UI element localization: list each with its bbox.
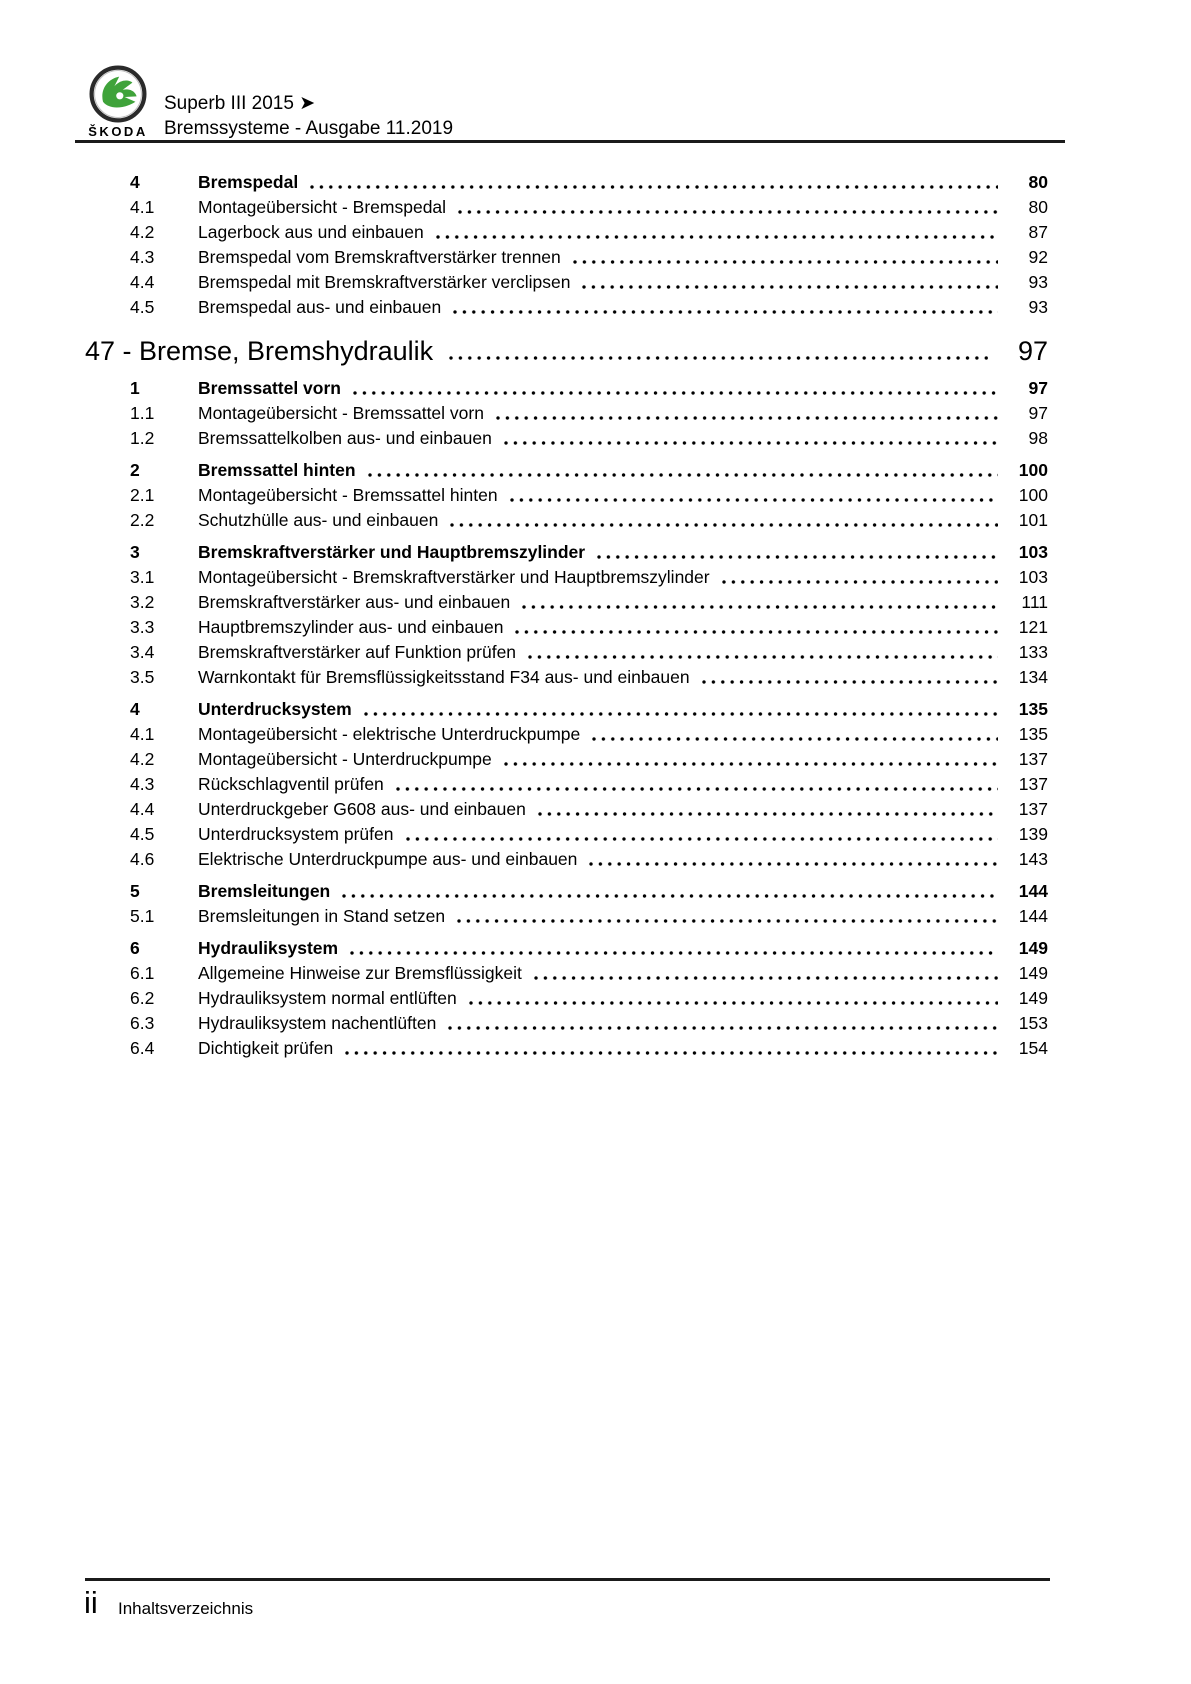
toc-entry-page: 149	[1018, 963, 1048, 983]
toc-row[interactable]	[85, 245, 1048, 270]
toc-entry-page: 93	[1028, 272, 1048, 292]
dot-leader	[582, 270, 998, 295]
toc-entry-page: 135	[1018, 724, 1048, 744]
toc-entry-page: 121	[1018, 617, 1048, 637]
toc-entry-number: 5.1	[130, 906, 155, 926]
toc-entry-number: 4.4	[130, 799, 155, 819]
dot-leader	[406, 822, 999, 847]
toc-entry-page: 98	[1028, 428, 1048, 448]
toc-entry-number: 3.2	[130, 592, 155, 612]
toc-entry-number: 2	[130, 460, 140, 480]
toc-entry-number: 5	[130, 881, 140, 901]
dot-leader	[342, 879, 998, 904]
dot-leader	[528, 640, 998, 665]
toc-entry-number: 4.2	[130, 749, 155, 769]
dot-leader	[364, 697, 998, 722]
toc-row[interactable]	[85, 508, 1048, 533]
toc-entry-page: 101	[1018, 510, 1048, 530]
toc-entry-number: 4.1	[130, 197, 155, 217]
toc-entry-title: Unterdrucksystem prüfen	[198, 824, 394, 844]
toc-entry-title: Hydrauliksystem normal entlüften	[198, 988, 457, 1008]
toc-entry-title: Montageübersicht - Bremssattel vorn	[198, 403, 484, 423]
toc-entry-title: Elektrische Unterdruckpumpe aus- und einbauen	[198, 849, 578, 869]
toc-row[interactable]	[85, 847, 1048, 872]
toc-entry-title: Bremskraftverstärker und Hauptbremszylinder	[198, 542, 586, 562]
toc-entry-title: Rückschlagventil prüfen	[198, 774, 384, 794]
toc-entry-number: 3	[130, 542, 140, 562]
toc-entry-title: Bremssattelkolben aus- und einbauen	[198, 428, 492, 448]
toc-entry-page: 97	[1028, 378, 1048, 398]
dot-leader	[538, 797, 998, 822]
toc-entry-number: 3.1	[130, 567, 155, 587]
toc-row[interactable]	[85, 426, 1048, 451]
toc-entry-page: 134	[1018, 667, 1048, 687]
dot-leader	[702, 665, 998, 690]
toc-entry-title: Montageübersicht - Bremssattel hinten	[198, 485, 498, 505]
toc-entry-page: 143	[1018, 849, 1048, 869]
toc-row[interactable]	[85, 1011, 1048, 1036]
toc-entry-page: 103	[1018, 567, 1048, 587]
toc-entry-title: Bremspedal aus- und einbauen	[198, 297, 442, 317]
toc-entry-page: 103	[1018, 542, 1048, 562]
dot-leader	[436, 220, 998, 245]
toc-row[interactable]	[85, 590, 1048, 615]
document-title-edition: Bremssysteme - Ausgabe 11.2019	[164, 118, 454, 139]
toc-entry-number: 2.2	[130, 510, 155, 530]
toc-row[interactable]	[85, 822, 1048, 847]
toc-row[interactable]	[85, 270, 1048, 295]
dot-leader	[573, 245, 998, 270]
toc-entry-page: 153	[1018, 1013, 1048, 1033]
toc-row[interactable]	[85, 540, 1048, 565]
dot-leader	[368, 458, 998, 483]
dot-leader	[450, 508, 998, 533]
toc-entry-number: 4.4	[130, 272, 155, 292]
dot-leader	[458, 195, 998, 220]
brand-wordmark: ŠKODA	[88, 124, 148, 139]
toc-entry-page: 149	[1018, 988, 1048, 1008]
toc-entry-title: Montageübersicht - Bremskraftverstärker und Hauptbremszylinder	[198, 567, 710, 587]
toc-entry-page: 133	[1018, 642, 1048, 662]
toc-entry-number: 6.2	[130, 988, 155, 1008]
toc-entry-number: 2.1	[130, 485, 155, 505]
document-title-model: Superb III 2015 ➤	[164, 93, 316, 114]
toc-entry-number: 4.5	[130, 824, 155, 844]
skoda-logo	[88, 64, 148, 124]
dot-leader	[345, 1036, 998, 1061]
toc-entry-page: 111	[1021, 592, 1048, 612]
dot-leader	[592, 722, 998, 747]
toc-entry-number: 4	[130, 699, 140, 719]
dot-leader	[589, 847, 998, 872]
dot-leader	[353, 376, 998, 401]
toc-row[interactable]	[85, 904, 1048, 929]
toc-entry-title: Bremssattel hinten	[198, 460, 356, 480]
toc-entry-number: 4.3	[130, 247, 155, 267]
toc-entry-number: 6	[130, 938, 140, 958]
toc-entry-title: Montageübersicht - Unterdruckpumpe	[198, 749, 492, 769]
toc-entry-title: Hydrauliksystem	[198, 938, 339, 958]
toc-row[interactable]	[85, 797, 1048, 822]
toc-row[interactable]	[85, 565, 1048, 590]
toc-entry-title: Bremskraftverstärker auf Funktion prüfen	[198, 642, 517, 662]
toc-row[interactable]	[85, 1036, 1048, 1061]
toc-entry-title: Lagerbock aus und einbauen	[198, 222, 424, 242]
dot-leader	[510, 483, 998, 508]
toc-list	[85, 163, 1048, 1061]
footer-divider	[85, 1578, 1050, 1581]
dot-leader	[515, 615, 998, 640]
toc-entry-title: Schutzhülle aus- und einbauen	[198, 510, 439, 530]
toc-chapter-page: 97	[1017, 336, 1048, 366]
toc-entry-page: 93	[1028, 297, 1048, 317]
toc-entry-page: 149	[1018, 938, 1048, 958]
toc-row[interactable]	[85, 195, 1048, 220]
toc-entry-page: 144	[1018, 881, 1048, 901]
toc-row[interactable]	[85, 747, 1048, 772]
toc-entry-number: 4	[130, 172, 140, 192]
toc-entry-title: Bremspedal mit Bremskraftverstärker verclipsen	[198, 272, 571, 292]
toc-row[interactable]	[85, 879, 1048, 904]
footer-page-number: ii	[84, 1585, 98, 1620]
toc-row[interactable]	[85, 697, 1048, 722]
toc-entry-page: 144	[1018, 906, 1048, 926]
toc-entry-number: 3.5	[130, 667, 155, 687]
toc-entry-title: Montageübersicht - Bremspedal	[198, 197, 447, 217]
toc-entry-number: 3.3	[130, 617, 155, 637]
toc-entry-title: Bremspedal	[198, 172, 299, 192]
toc-row[interactable]	[85, 376, 1048, 401]
toc-entry-page: 137	[1018, 774, 1048, 794]
toc-row[interactable]	[85, 458, 1048, 483]
toc-row[interactable]	[85, 483, 1048, 508]
dot-leader	[448, 1011, 998, 1036]
toc-entry-title: Bremsleitungen	[198, 881, 331, 901]
toc-row[interactable]	[85, 722, 1048, 747]
dot-leader	[722, 565, 998, 590]
toc-row[interactable]	[85, 986, 1048, 1011]
toc-row[interactable]	[85, 772, 1048, 797]
toc-entry-title: Bremskraftverstärker aus- und einbauen	[198, 592, 511, 612]
dot-leader	[396, 772, 998, 797]
toc-entry-title: Hydrauliksystem nachentlüften	[198, 1013, 437, 1033]
dot-leader	[496, 401, 998, 426]
toc-entry-page: 87	[1028, 222, 1048, 242]
dot-leader	[522, 590, 998, 615]
toc-entry-number: 1	[130, 378, 140, 398]
toc-entry-number: 4.2	[130, 222, 155, 242]
header-divider	[75, 140, 1065, 143]
dot-leader	[469, 986, 998, 1011]
toc-entry-title: Unterdrucksystem	[198, 699, 352, 719]
toc-entry-number: 6.1	[130, 963, 155, 983]
dot-leader	[457, 904, 998, 929]
toc-entry-number: 4.6	[130, 849, 155, 869]
toc-chapter-title: 47 - Bremse, Bremshydraulik	[85, 336, 434, 366]
toc-row[interactable]	[85, 936, 1048, 961]
toc-entry-page: 135	[1018, 699, 1048, 719]
toc-entry-page: 137	[1018, 799, 1048, 819]
dot-leader	[449, 333, 988, 369]
footer-label: Inhaltsverzeichnis	[118, 1599, 254, 1618]
toc-entry-title: Dichtigkeit prüfen	[198, 1038, 334, 1058]
toc-entry-page: 80	[1028, 197, 1048, 217]
toc-row[interactable]	[85, 220, 1048, 245]
toc-entry-number: 1.1	[130, 403, 155, 423]
toc-row[interactable]	[85, 615, 1048, 640]
toc-entry-title: Warnkontakt für Bremsflüssigkeitsstand F34 aus- und einbauen	[198, 667, 690, 687]
toc-entry-page: 80	[1028, 172, 1048, 192]
toc-entry-number: 4.3	[130, 774, 155, 794]
dot-leader	[504, 426, 998, 451]
toc-entry-title: Bremspedal vom Bremskraftverstärker trennen	[198, 247, 561, 267]
toc-entry-number: 3.4	[130, 642, 155, 662]
toc-row[interactable]	[85, 170, 1048, 195]
toc-entry-page: 92	[1028, 247, 1048, 267]
toc-entry-title: Allgemeine Hinweise zur Bremsflüssigkeit	[198, 963, 522, 983]
toc-chapter-row[interactable]	[85, 333, 1048, 369]
toc-entry-page: 137	[1018, 749, 1048, 769]
toc-entry-title: Bremsleitungen in Stand setzen	[198, 906, 446, 926]
dot-leader	[350, 936, 998, 961]
toc-row[interactable]	[85, 401, 1048, 426]
toc-entry-page: 154	[1018, 1038, 1048, 1058]
dot-leader	[310, 170, 998, 195]
toc-entry-title: Montageübersicht - elektrische Unterdruckpumpe	[198, 724, 581, 744]
toc-entry-page: 100	[1018, 460, 1048, 480]
dot-leader	[534, 961, 998, 986]
toc-entry-number: 4.5	[130, 297, 155, 317]
toc-entry-number: 6.3	[130, 1013, 155, 1033]
dot-leader	[453, 295, 998, 320]
toc-row[interactable]	[85, 640, 1048, 665]
toc-entry-page: 97	[1028, 403, 1048, 423]
toc-entry-title: Hauptbremszylinder aus- und einbauen	[198, 617, 504, 637]
toc-entry-page: 100	[1018, 485, 1048, 505]
dot-leader	[597, 540, 998, 565]
skoda-logo-icon	[88, 64, 148, 124]
toc-entry-page: 139	[1018, 824, 1048, 844]
toc-row[interactable]	[85, 295, 1048, 320]
toc-row[interactable]	[85, 961, 1048, 986]
toc-entry-title: Unterdruckgeber G608 aus- und einbauen	[198, 799, 526, 819]
toc-entry-number: 6.4	[130, 1038, 155, 1058]
toc-entry-number: 4.1	[130, 724, 155, 744]
dot-leader	[504, 747, 998, 772]
toc-row[interactable]	[85, 665, 1048, 690]
toc-entry-number: 1.2	[130, 428, 155, 448]
toc-entry-title: Bremssattel vorn	[198, 378, 341, 398]
